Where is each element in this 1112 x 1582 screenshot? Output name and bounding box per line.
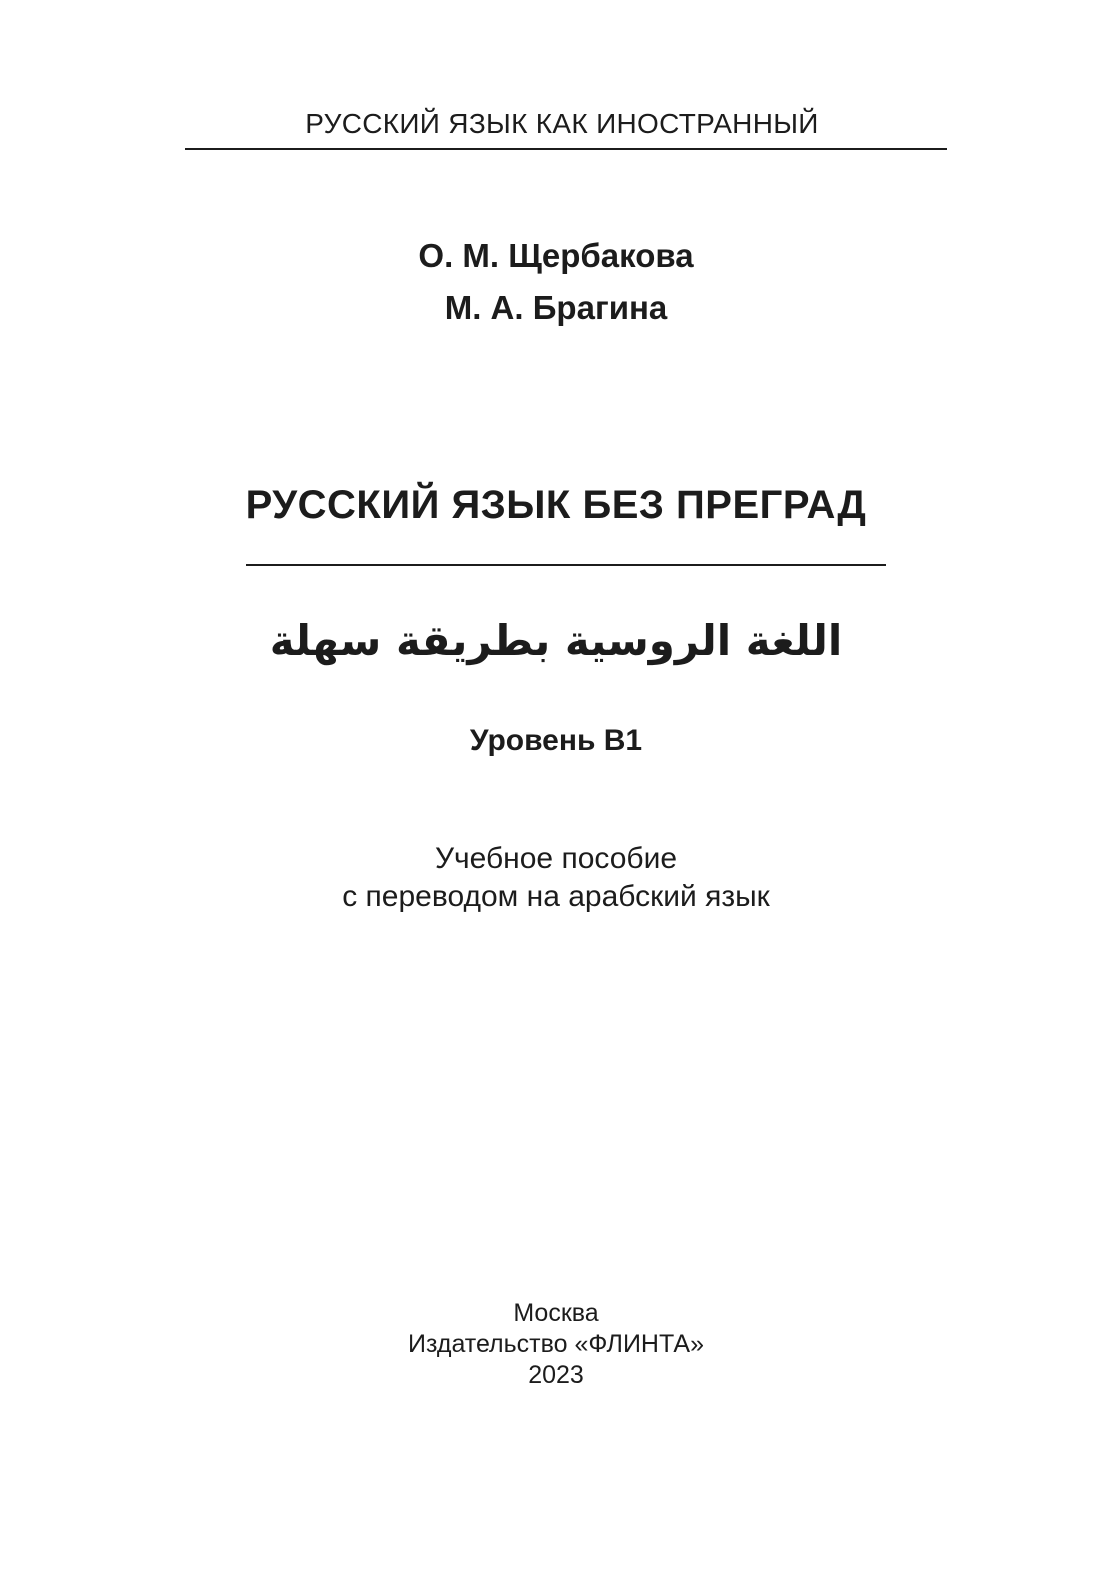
- author-name: О. М. Щербакова: [418, 237, 694, 274]
- subtitle-line: с переводом на арабский язык: [342, 880, 770, 913]
- series-title: РУССКИЙ ЯЗЫК КАК ИНОСТРАННЫЙ: [305, 108, 819, 139]
- imprint-city: Москва: [513, 1299, 599, 1327]
- subtitle-block: [0, 840, 1112, 916]
- top-divider: [185, 148, 947, 150]
- authors-block: [0, 230, 1112, 334]
- book-title: РУССКИЙ ЯЗЫК БЕЗ ПРЕГРАД: [245, 483, 867, 527]
- level-label: Уровень В1: [469, 724, 643, 757]
- title-divider: [246, 564, 886, 566]
- subtitle-line: Учебное пособие: [434, 842, 678, 875]
- arabic-title: اللغة الروسية بطريقة سهلة: [269, 616, 843, 665]
- imprint-publisher: Издательство «ФЛИНТА»: [407, 1330, 704, 1358]
- author-name: М. А. Брагина: [444, 289, 668, 326]
- imprint-year: 2023: [528, 1361, 584, 1389]
- imprint-block: [0, 1298, 1112, 1391]
